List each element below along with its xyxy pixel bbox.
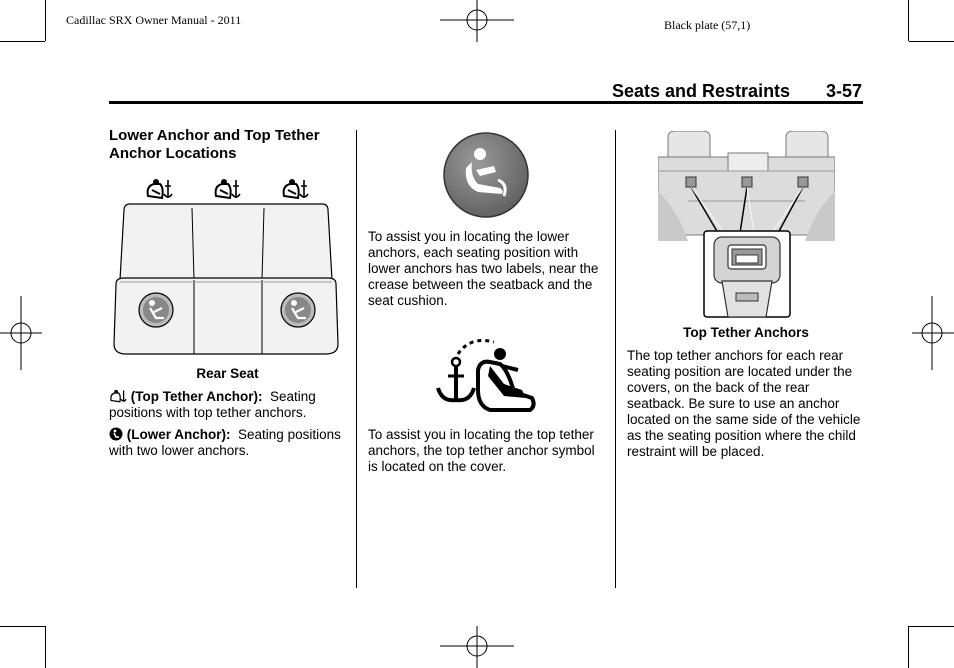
top-tether-anchors-illustration bbox=[658, 131, 835, 319]
lower-anchor-legend-label: (Lower Anchor): bbox=[126, 427, 231, 442]
lower-anchor-symbol-icon bbox=[442, 132, 530, 218]
top-tether-symbol-icon bbox=[284, 179, 308, 198]
lower-anchor-symbol-icon bbox=[139, 293, 173, 327]
figure-caption-rear-seat: Rear Seat bbox=[196, 366, 259, 381]
rear-seat-illustration bbox=[110, 172, 342, 362]
plate-label: Black plate (57,1) bbox=[664, 18, 751, 32]
lower-anchor-symbol-icon bbox=[281, 293, 315, 327]
registration-mark-left bbox=[0, 296, 42, 372]
top-tether-symbol-icon bbox=[148, 179, 172, 198]
top-tether-symbol-icon bbox=[109, 388, 127, 403]
top-tether-paragraph: To assist you in locating the top tether anchors, the top tether anchor symbol is located on the cover. bbox=[368, 427, 595, 474]
column-divider-1 bbox=[356, 130, 357, 588]
column-divider-2 bbox=[615, 130, 616, 588]
top-tether-legend bbox=[109, 388, 349, 421]
lower-anchor-symbol-icon bbox=[109, 427, 123, 441]
lower-anchor-paragraph: To assist you in locating the lower anchors, each seating position with lower anchors has two labels, near the crease between the seatback and the seat cushion. bbox=[368, 229, 599, 308]
page-number: 3-57 bbox=[826, 81, 863, 101]
top-tether-anchors-paragraph: The top tether anchors for each rear seating position are located under the covers, on the back of the rear seatback. Be sure to use an anchor located on the same side of the vehicle as the seating position where the child restraint will be placed. bbox=[627, 348, 861, 459]
manual-title: Cadillac SRX Owner Manual - 2011 bbox=[66, 13, 242, 27]
lower-anchor-legend-text: Seating positions with two lower anchors. bbox=[109, 427, 341, 458]
section-title: Seats and Restraints bbox=[612, 81, 791, 101]
figure-caption-top-tether-anchors: Top Tether Anchors bbox=[683, 325, 809, 340]
top-tether-anchor-symbol-icon bbox=[434, 336, 538, 412]
registration-mark-bottom bbox=[440, 626, 516, 668]
top-tether-legend-label: (Top Tether Anchor): bbox=[130, 389, 263, 404]
registration-mark-right bbox=[912, 296, 954, 372]
top-tether-symbol-icon bbox=[216, 179, 240, 198]
lower-anchor-legend bbox=[109, 427, 349, 459]
header-rule bbox=[109, 101, 863, 104]
section-heading: Lower Anchor and Top Tether Anchor Locations bbox=[109, 127, 320, 162]
registration-mark-top bbox=[440, 0, 516, 42]
top-tether-legend-text: Seating positions with top tether anchors. bbox=[109, 389, 316, 420]
